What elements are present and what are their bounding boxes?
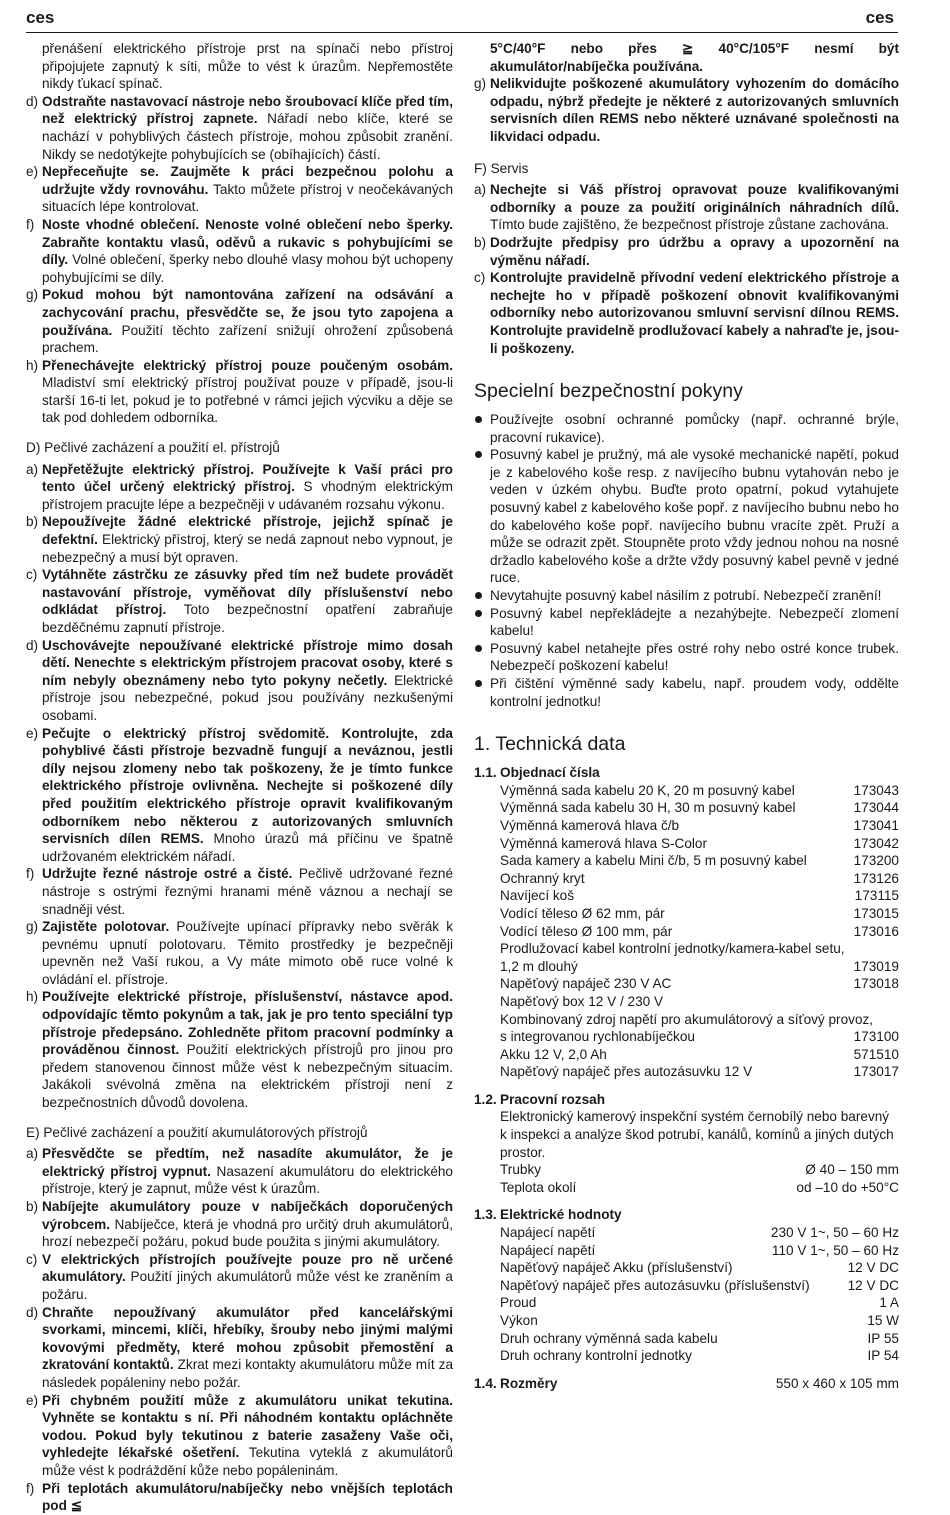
list-item [26,918,453,988]
subsection-1-3: 1.3. Elektrické hodnoty [474,1207,622,1223]
row-value: 1 A [879,1295,899,1311]
list-item [26,1251,453,1304]
row-value: 173044 [853,800,899,816]
list-item [26,163,453,216]
row-label: Akku 12 V, 2,0 Ah [500,1046,607,1062]
row-label: Navíjecí koš [500,888,575,904]
bullet-dot-icon [474,587,490,605]
row-value: od –10 do +50°C [796,1179,899,1195]
item-bold-text: Při teplotách akumulátoru/nabíječky nebo vnějších teplotách pod ≦ [42,1480,453,1514]
tech-data-title: 1. Technická data [474,733,626,756]
table-row [474,1011,899,1029]
item-bold-text: Nepřetěžujte elektrický přístroj. Používejte k Vaší práci pro tento účel určený elektrický přístroj. [42,461,453,495]
item-label: b) [26,1199,39,1214]
list-item [26,1392,453,1480]
table-row [474,923,899,941]
item-bold-text: Kontrolujte pravidelně přívodní vedení elektrického přístroje a nechejte ho v případě poškození obnovit kvalifikovanými odborníky nebo autorizovanou smluvní servisní dílnou REMS. Kontrolujte pravidelně prodlužovací kabely a nahraďte je, jsou-li poškozeny. [490,270,899,356]
item-body [490,75,899,145]
item-label: h) [26,357,39,373]
list-item [474,181,899,234]
table-row [474,1294,899,1312]
list-item [474,75,899,145]
table-row [474,1046,899,1064]
list-item [26,637,453,725]
item-body [42,1480,453,1515]
list-item [26,1198,453,1251]
servis-title: F) Servis [474,160,529,176]
table-row [474,1312,899,1330]
bullet-text: Posuvný kabel nepřekládejte a nezahýbejte. Nebezpečí zlomení kabelu! [490,605,899,639]
item-body [42,1392,453,1480]
row-value: IP 55 [867,1330,899,1346]
bullet-dot-icon [474,605,490,640]
order-numbers-table [474,782,899,1081]
item-label: e) [26,1392,39,1408]
bullet-text: Při čištění výměnné sady kabelu, např. proudem vody, oddělte kontrolní jednotku! [490,676,899,709]
item-label: e) [26,725,39,741]
row-value: 110 V 1~, 50 – 60 Hz [771,1242,899,1258]
row-label: Napěťový napáječ přes autozásuvku (příslušenství) [500,1277,810,1293]
list-item [26,988,453,1111]
row-value: IP 54 [867,1348,899,1364]
item-bold-text: Noste vhodné oblečení. Nenoste volné oblečení nebo šperky. Zabraňte kontaktu vlasů, oděvů a rukavic s pohybujícími se díly. [42,216,453,268]
subsection-1-4: 1.4. Rozměry 550 x 460 x 105 mm [474,1375,899,1391]
row-label: Napájecí napětí [500,1225,596,1241]
item-label: f) [26,866,35,882]
row-value: 173018 [853,976,899,992]
bullet-item [474,605,899,640]
list-item [474,269,899,357]
item-text: Tímto bude zajištěno, že bezpečnost přístroje zůstane zachována. [490,217,889,233]
item-label: d) [26,1304,39,1320]
item-body [42,93,453,163]
table-row [474,1063,899,1081]
item-text: S vhodným elektrickým přístrojem pracujte lépe a bezpečněji v udávaném rozsahu výkonu. [42,479,453,512]
table-row [474,852,899,870]
bullet-dot-icon [474,411,490,446]
table-row [474,1161,899,1179]
header-rule [26,32,898,33]
item-text: Mnoho úrazů má příčinu ve špatně udržovaném elektrickém nářadí. [42,831,454,864]
list-item [26,725,453,866]
list-item [26,357,453,427]
item-body [42,163,453,216]
item-body [42,988,453,1111]
section-e-f-continuation: 5°C/40°F nebo přes ≧ 40°C/105°F nesmí být akumulátor/nabíječka používána. [490,41,899,74]
list-item [26,1304,453,1392]
bullet-text: Používejte osobní ochranné pomůcky (např. ochranné brýle, pracovní rukavice). [490,412,899,445]
item-text: Nasazení akumulátoru do elektrického přístroje, který je zapnut, může vést k úrazům. [42,1163,453,1197]
item-bold-text: Odstraňte nastavovací nástroje nebo šroubovací klíče před tím, než elektrický přístroj zapnete. [42,93,453,127]
item-label: a) [26,461,39,477]
list-item [26,461,453,514]
item-bold-text: Zajistěte polotovar. [42,919,170,935]
section-e-title: E) Pečlivé zacházení a použití akumulátorových přístrojů [26,1124,368,1140]
row-value: 173041 [853,817,899,833]
table-row [474,1179,899,1197]
row-label: Napájecí napětí [500,1242,596,1258]
table-row [474,940,899,958]
row-value: 173115 [854,888,899,904]
item-body [42,513,453,566]
row-value: 173016 [853,923,899,939]
item-label: d) [26,93,39,109]
bullet-text: Nevytahujte posuvný kabel násilím z potrubí. Nebezpečí zranění! [490,588,882,604]
special-safety-bullets [474,411,899,710]
row-value: 173042 [853,835,899,851]
item-body [42,286,453,356]
subsection-1-2: 1.2. Pracovní rozsah [474,1091,606,1107]
section-e-g-item [474,75,899,145]
row-value: 173126 [853,870,899,886]
item-label: a) [26,1146,39,1162]
subsection-1-1: 1.1. Objednací čísla [474,765,600,781]
row-value: 173019 [853,958,899,974]
table-row [474,1028,899,1046]
item-label: c) [474,270,486,286]
item-bold-text: Vytáhněte zástrčku ze zásuvky před tím než budete provádět nastavování přístroje, vyměňovat díly příslušenství nebo odkládat přístroj. [42,567,453,618]
table-row [474,799,899,817]
item-text: Zkrat mezi kontakty akumulátoru může mít za následek popáleniny nebo požár. [42,1357,454,1390]
row-value: 12 V DC [847,1277,899,1293]
item-body [42,357,453,427]
table-row [474,782,899,800]
row-label: Trubky [500,1162,542,1178]
bullet-item [474,675,899,710]
item-text: Elektrický přístroj, který se nedá zapnout nebo vypnout, je nebezpečný a musí být opraven. [42,532,453,565]
table-row [474,1259,899,1277]
item-bold-text: Přenechávejte elektrický přístroj pouze poučeným osobám. [42,357,453,373]
row-label: Výměnná kamerová hlava č/b [500,817,680,833]
item-text: Tekutina vyteklá z akumulátorů může vést k podráždění kůže nebo popáleninám. [42,1445,453,1478]
row-value: 173200 [853,853,899,869]
item-bold-text: Udržujte řezné nástroje ostré a čisté. [42,866,293,882]
item-label: e) [26,164,39,180]
row-label: Prodlužovací kabel kontrolní jednotky/kamera-kabel setu, [500,941,845,957]
item-text: Volné oblečení, šperky nebo dlouhé vlasy mohou být uchopeny pohybujícími se díly. [42,252,453,285]
list-item [26,93,453,163]
item-text: Nabíječce, která je vhodná pro určitý druh akumulátorů, hrozí nebezpečí požáru, pokud bude použita s jinými akumulátory. [42,1216,453,1250]
item-bold-text: Nechejte si Váš přístroj opravovat pouze kvalifikovanými odborníky a pouze za použití originálních náhradních dílů. [490,182,899,215]
item-label: b) [26,514,39,530]
table-row [474,1242,899,1260]
row-label: Výkon [500,1313,538,1328]
item-body [42,461,453,514]
item-bold-text: Přesvědčte se předtím, než nasadíte akumulátor, že je elektrický přístroj vypnut. [42,1146,453,1179]
item-label: b) [474,234,487,250]
row-label: Vodící těleso Ø 100 mm, pár [500,923,673,939]
list-item [26,286,453,356]
left-column [26,40,453,1515]
item-label: h) [26,989,39,1005]
item-bold-text: Nepoužívejte žádné elektrické přístroje, jejichž spínač je defektní. [42,514,453,548]
section-e-list [26,1145,453,1514]
item-text: Elektrické přístroje jsou nebezpečné, pokud jsou používány nezkušenými osobami. [42,672,453,723]
list-item [26,865,453,918]
row-label: Teplota okolí [500,1179,577,1195]
item-body [42,865,453,918]
item-bold-text: Uschovávejte nepoužívané elektrické přístroje mimo dosah dětí. Nenechte s elektrickým přístrojem pracovat osoby, které s ním nebyly obeznámeny nebo tyto pokyny nečetly. [42,637,453,688]
row-value: 15 W [867,1313,899,1328]
table-row [474,835,899,853]
table-row [474,905,899,923]
item-bold-text: Pečujte o elektrický přístroj svědomitě. Kontrolujte, zda pohyblivé části přístroje bezvadně fungují a neváznou, jestli díly nejsou zlomeny nebo tak poškozeny, že je tímto funkce elektrického přístroje ovlivněna. Nechejte si poškozené díly před použitím elektrického přístroje opravit kvalifikovaným odborníkem nebo některou z autorizovaných smluvních servisních dílen REMS. [42,725,453,847]
list-item [26,513,453,566]
row-label: Kombinovaný zdroj napětí pro akumulátorový a síťový provoz, [500,1011,874,1027]
table-row [474,1224,899,1242]
row-label: Napěťový napáječ přes autozásuvku 12 V [500,1064,753,1080]
section-d-list [26,461,453,1112]
item-body [490,269,899,357]
item-bold-text: Nepřeceňujte se. Zaujměte k práci bezpečnou polohu a udržujte vždy rovnováhu. [42,164,453,197]
item-text: Použití elektrických přístrojů pro jinou pro předem stanovenou činnost může vést k nebezpečným situacím. Jakákoli svévolná změna na elektrickém přístroji není z bezpečnostních důvodů dovolena. [42,1042,453,1111]
table-row [474,817,899,835]
row-label: 1,2 m dlouhý [500,958,578,974]
table-row [474,1347,899,1365]
electric-values-table [474,1224,899,1365]
item-body [42,1251,453,1304]
bullet-text: Posuvný kabel je pružný, má ale vysoké mechanické napětí, pokud je z kabelového koše resp. z navíjecího bubnu vytahován nebo je veden v úzkém ohybu. Buďte proto opatrní, pokud vytahujete posuvný kabel z kabelového koše popř. z navíjecího bubnu nebo ho do kabelového koše popř. navíjecího bubnu vracíte zpět. Pruží a může se odrazit zpět. Stoupněte proto vždy jednou nohou na nosné držadlo kabelového koše a držte vždy posuvný kabel pevně v jedné ruce. [490,447,899,586]
section-c-continuation: přenášení elektrického přístroje prst na spínači nebo přístroj připojujete zapnutý k síti, může to vést k úrazům. Nepřemostěte nikdy ťukací spínač. [42,41,453,92]
item-body [42,637,453,725]
item-body [42,725,453,866]
table-row [474,1330,899,1348]
row-label: s integrovanou rychlonabíječkou [500,1029,695,1045]
item-label: f) [26,1480,35,1496]
section-d-title: D) Pečlivé zacházení a použití el. přístrojů [26,440,280,456]
item-bold-text: Dodržujte předpisy pro údržbu a opravy a upozornění na výměnu nářadí. [490,234,899,268]
item-text: Použití těchto zařízení snižují ohrožení způsobená prachem. [42,322,453,356]
item-label: c) [26,1251,38,1267]
row-label: Napěťový napáječ 230 V AC [500,976,672,992]
row-label: Sada kamery a kabelu Mini č/b, 5 m posuvný kabel [500,853,807,869]
row-value: 173100 [853,1029,899,1045]
item-bold-text: Pokud mohou být namontována zařízení na odsávání a zachycování prachu, přesvědčte se, že jsou tyto zapojena a používána. [42,287,453,338]
table-row [474,1277,899,1295]
item-label: g) [474,76,487,92]
item-label: c) [26,567,38,583]
list-item [26,1145,453,1198]
row-label: Proud [500,1295,537,1311]
servis-list [474,181,899,357]
table-row [474,975,899,993]
header-left-code: ces [26,8,55,27]
item-bold-text: Používejte elektrické přístroje, příslušenství, nástavce apod. odpovídajíc těmto pokynům a tak, jak je pro tento speciální typ přístroje předepsáno. Zohledněte přitom pracovní podmínky a prováděnou činnost. [42,989,453,1058]
section-c-list [26,93,453,427]
item-text: Takto můžete přístroj v neočekávaných situacích lépe kontrolovat. [42,181,454,215]
item-label: g) [26,287,39,303]
row-value: 230 V 1~, 50 – 60 Hz [770,1225,899,1241]
item-label: d) [26,637,39,653]
item-body [42,1304,453,1392]
list-item [26,1480,453,1515]
bullet-dot-icon [474,640,490,675]
row-value: 12 V DC [847,1260,899,1276]
row-label: Druh ochrany výměnná sada kabelu [500,1330,718,1346]
bullet-item [474,640,899,675]
item-text: Nářadí nebo klíče, které se nachází v pohyblivých částech přístroje, mohou způsobit zranění. Nikdy se nedotýkejte pohybujících se (obíhajících) částí. [42,111,453,162]
range-table [474,1161,899,1196]
list-item [26,216,453,286]
item-body [42,216,453,286]
item-body [490,234,899,269]
item-label: a) [474,182,487,198]
item-label: f) [26,216,35,232]
item-body [42,1145,453,1198]
row-label: Druh ochrany kontrolní jednotky [500,1348,692,1364]
item-text: Mladiství smí elektrický přístroj používat pouze v případě, jsou-li starší 16-ti let, pokud je to potřebné v rámci jejich výcviku a děje se tak pod dohledem odborníka. [42,375,453,426]
item-bold-text: Nabíjejte akumulátory pouze v nabíječkách doporučených výrobcem. [42,1199,453,1232]
item-text: Pečlivě udržované řezné nástroje s ostrými řeznými hranami méně váznou a nechají se snadněji vést. [42,866,454,917]
bullet-text: Posuvný kabel netahejte přes ostré rohy nebo ostré konce trubek. Nebezpečí poškození kabelu! [490,640,899,674]
bullet-dot-icon [474,675,490,710]
bullet-item [474,587,899,605]
row-label: Výměnná sada kabelu 20 K, 20 m posuvný kabel [500,782,795,798]
row-value: 173017 [853,1064,899,1080]
row-label: Vodící těleso Ø 62 mm, pár [500,905,665,921]
special-safety-title: Specielní bezpečnostní pokyny [474,380,743,403]
bullet-dot-icon [474,446,490,587]
item-body [42,918,453,988]
row-label: Napěťový napáječ Akku (příslušenství) [500,1260,733,1276]
item-body [42,566,453,636]
item-bold-text: Nelikvidujte poškozené akumulátory vyhozením do domácího odpadu, nýbrž předejte je některé z autorizovaných smluvních servisních dílen REMS nebo některé uznávané společnosti na likvidaci odpadu. [490,76,899,144]
row-value: 173015 [853,905,899,921]
item-text: Používejte upínací přípravky nebo svěrák k pevnému upnutí polotovaru. Těmito prostředky je bezpečněji upevněn než Vaší rukou, a Vy máte mimoto obě ruce volné k ovládání el. přístroje. [42,919,453,987]
list-item [26,566,453,636]
bullet-item [474,411,899,446]
row-value: 571510 [853,1046,899,1062]
item-text: Použití jiných akumulátorů může vést ke zraněním a požáru. [42,1269,453,1302]
row-value: Ø 40 – 150 mm [805,1162,899,1178]
bullet-item [474,446,899,587]
item-bold-text: V elektrických přístrojích používejte pouze pro ně určené akumulátory. [42,1251,453,1285]
list-item [474,234,899,269]
table-row [474,870,899,888]
row-value: 173043 [853,782,899,798]
row-label: Ochranný kryt [500,870,585,886]
row-label: Výměnná sada kabelu 30 H, 30 m posuvný kabel [500,800,796,816]
item-label: g) [26,919,39,935]
item-bold-text: Při chybném použití může z akumulátoru unikat tekutina. Vyhněte se kontaktu s ní. Při náhodném kontaktu opláchněte vodou. Pokud byly tekutinou z baterie zasaženy Vaše oči, vyhledejte lékařské ošetření. [42,1392,453,1461]
header-right-code: ces [865,8,894,27]
row-label: Napěťový box 12 V / 230 V [500,993,664,1009]
table-row [474,887,899,905]
table-row [474,958,899,976]
item-bold-text: Chraňte nepoužívaný akumulátor před kancelářskými svorkami, mincemi, klíči, hřebíky, šrouby nebo jinými malými kovovými předměty, které mohou způsobit přemostění a zkratování kontaktů. [42,1304,453,1373]
item-body [42,1198,453,1251]
row-label: Výměnná kamerová hlava S-Color [500,835,708,851]
table-row [474,993,899,1011]
item-text: Toto bezpečnostní opatření zabraňuje bezděčnému zapnutí přístroje. [42,602,453,635]
item-body [490,181,899,234]
range-description: Elektronický kamerový inspekční systém černobílý nebo barevný k inspekci a analýze škod potrubí, kanálů, komínů a jiných dutých prostor. [500,1109,894,1160]
right-column [474,40,899,1392]
